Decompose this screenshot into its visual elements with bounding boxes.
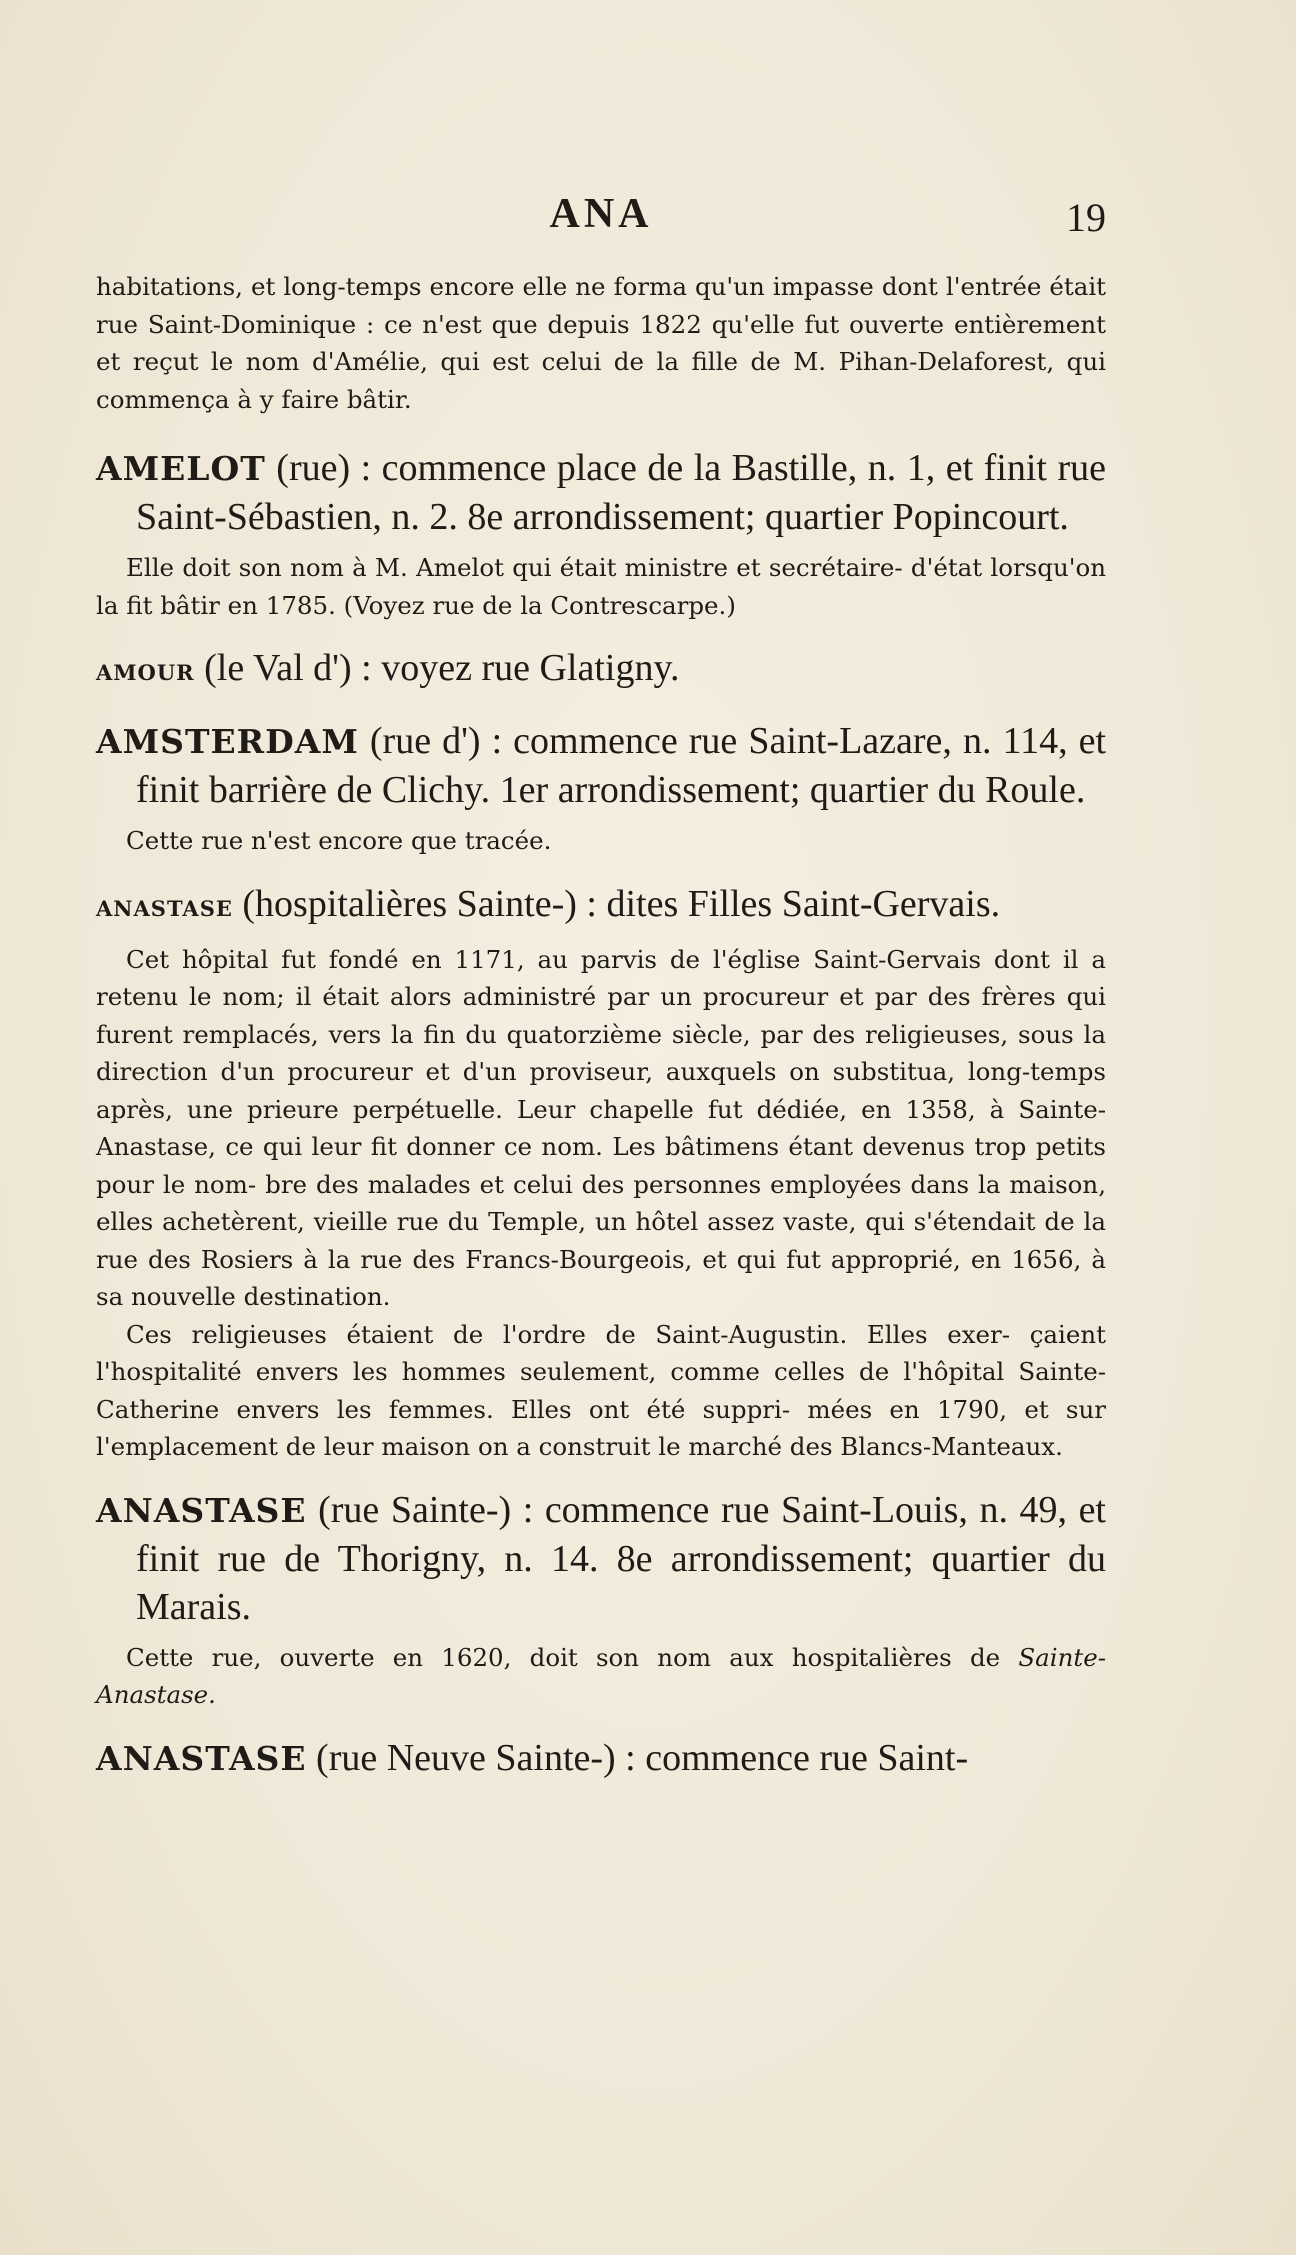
text-line: par des frères qui furent remplacés, vers la fin du quatorzième siècle,	[96, 982, 1106, 1049]
page-number: 19	[1066, 195, 1106, 240]
entry-heading	[96, 1486, 1106, 1631]
entry-note	[96, 549, 1106, 624]
entry-anastase-rue	[96, 1486, 1106, 1714]
entry-headword: AMSTERDAM	[96, 722, 359, 761]
text-line: elles achetèrent, vieille rue du Temple, un hôtel assez vaste, qui	[96, 1207, 905, 1236]
text-line: Elle doit son nom à M. Amelot qui était ministre et secrétaire-	[126, 553, 903, 582]
text-line: Ces religieuses étaient de l'ordre de Saint-Augustin. Elles exer-	[126, 1319, 1011, 1349]
entry-heading	[96, 717, 1106, 814]
text-line: n. 49, et finit rue de Thorigny, n. 14. 8e arrondissement;	[136, 1488, 1106, 1580]
text-line: d'état lorsqu'on la fit bâtir en 1785. (Voyez rue de la Contrescarpe.)	[96, 553, 1106, 620]
entry-heading	[96, 444, 1106, 541]
text-line: s'étendait de la rue des Rosiers à la rue des Francs-Bourgeois, et qui	[96, 1207, 1106, 1274]
text-line: n. 114, et finit barrière de Clichy. 1er arrondissement;	[136, 720, 1107, 811]
text-line: bâtir.	[346, 384, 412, 414]
entry-headword: AMOUR	[96, 660, 195, 685]
entry-headword: AMELOT	[96, 449, 266, 488]
entry-note	[96, 822, 1106, 860]
text-line: auxquels on substitua, long-temps après, une prieure perpétuelle.	[96, 1057, 1107, 1124]
text-line: Sainte-Anastase.	[96, 1642, 1106, 1709]
text-line: Leur chapelle fut dédiée, en 1358, à Sainte-Anastase, ce qui leur fit	[96, 1094, 1106, 1161]
page-body	[96, 268, 1106, 1783]
entry-headword: ANASTASE	[96, 1490, 307, 1530]
page-header	[96, 190, 1106, 250]
entry-heading	[96, 1734, 1106, 1783]
continuation-paragraph	[96, 268, 1106, 418]
text-line: Cet hôpital fut fondé en 1171, au parvis de l'église Saint-Gervais	[126, 944, 982, 974]
text-line: finit rue Saint-Sébastien, n. 2. 8e arrondissement; quartier	[136, 447, 1106, 538]
text-line: (rue) : commence place de la Bastille, n. 1, et	[265, 447, 974, 489]
text-line: çaient l'hospitalité envers les hommes seulement, comme celles de	[96, 1319, 1106, 1386]
text-line: dont l'entrée était rue Saint-Dominique : ce n'est que depuis 1822	[96, 272, 1106, 339]
text-line: (rue d') : commence rue Saint-Lazare,	[358, 720, 952, 762]
entry-headword: ANASTASE	[96, 1738, 307, 1778]
entry-headword: ANASTASE	[96, 895, 233, 921]
entry-amsterdam	[96, 717, 1106, 860]
text-line: bre des malades et celui des personnes employées dans la maison,	[265, 1169, 1106, 1199]
text-line: (le Val d') : voyez rue Glatigny.	[194, 647, 680, 689]
entry-note	[96, 941, 1106, 1466]
text-line: mées en 1790, et sur l'emplacement de leur maison on a construit le	[96, 1394, 1106, 1461]
text-line: habitations, et long-temps encore elle ne forma qu'un impasse	[96, 272, 874, 301]
entry-heading	[96, 644, 1106, 697]
entry-anastase-rue-neuve	[96, 1734, 1106, 1783]
text-line: quartier du Marais.	[136, 1537, 1106, 1628]
text-line: donner ce nom. Les bâtimens étant devenus trop petits pour le nom-	[96, 1132, 1106, 1199]
text-line: (hospitalières Sainte-) : dites Filles Saint-Gervais.	[232, 882, 1001, 925]
entry-amour	[96, 644, 1106, 697]
text-line: qu'elle fut ouverte entièrement et reçut le nom d'Amélie, qui est	[96, 309, 1106, 376]
text-line: (rue Neuve Sainte-) : commence rue Saint-	[306, 1736, 969, 1779]
text-line: fut approprié, en 1656, à sa nouvelle destination.	[96, 1244, 1106, 1311]
text-line: Popincourt.	[892, 496, 1069, 538]
text-line: Cette rue n'est encore que tracée.	[126, 826, 552, 855]
text-line: quartier du Roule.	[809, 769, 1086, 811]
entry-amelot	[96, 444, 1106, 624]
running-head: ANA	[549, 191, 653, 237]
text-line: marché des Blancs-Manteaux.	[688, 1432, 1063, 1461]
text-line: Cette rue, ouverte en 1620, doit son nom aux hospitalières de	[126, 1642, 1001, 1672]
text-line: dont il a retenu le nom; il était alors administré par un procureur et	[96, 944, 1106, 1011]
text-line: (rue Sainte-) : commence rue Saint-Louis,	[306, 1488, 968, 1531]
entry-anastase-hospitalieres	[96, 880, 1106, 1466]
text-line: l'hôpital Sainte-Catherine envers les femmes. Elles ont été suppri-	[96, 1357, 1107, 1424]
text-line: celui de la fille de M. Pihan-Delaforest, qui commença à y faire	[96, 347, 1106, 414]
entry-note	[96, 1639, 1106, 1714]
entry-heading	[96, 880, 1106, 933]
text-line: par des religieuses, sous la direction d'un procureur et d'un proviseur,	[96, 1019, 1106, 1086]
